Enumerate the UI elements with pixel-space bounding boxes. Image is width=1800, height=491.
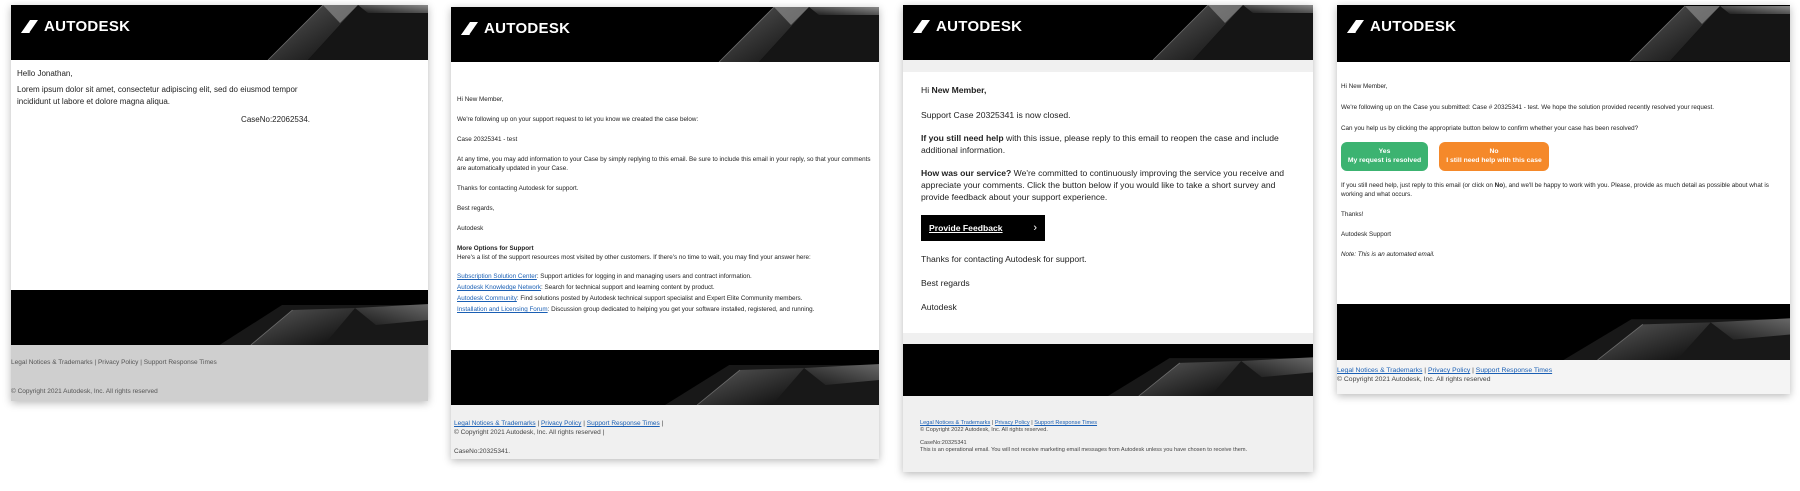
intro-text: We're following up on the Case you submitted: Case # 20325341 - test. We hope the solution provided recently resolved your request. [1341, 104, 1715, 111]
response-times-link[interactable]: Support Response Times [1475, 367, 1553, 374]
privacy-link[interactable]: Privacy Policy [1427, 367, 1471, 374]
list-item: Installation and Licensing Forum: Discussion group dedicated to helping you get your software installed, registered, and running. [457, 306, 815, 313]
signature: Autodesk Support [1341, 231, 1392, 238]
case-line: Case 20325341 - test [457, 136, 518, 143]
footer [11, 345, 428, 401]
community-link[interactable]: Autodesk Community [457, 295, 517, 302]
copyright: © Copyright 2021 Autodesk, Inc. All rights reserved | [454, 429, 605, 436]
footer-banner-art [11, 290, 428, 345]
header-banner [11, 5, 428, 60]
regards-text: Best regards, [457, 205, 495, 212]
list-item: Autodesk Knowledge Network: Search for technical support and learning content by product. [457, 284, 715, 291]
footer [451, 405, 879, 459]
privacy-link[interactable]: Privacy Policy [97, 359, 139, 366]
footer-banner-art [451, 350, 879, 405]
header-banner [451, 7, 879, 62]
header-banner [903, 5, 1313, 60]
response-times-link[interactable]: Support Response Times [143, 359, 217, 366]
copyright: © Copyright 2021 Autodesk, Inc. All rights reserved [11, 388, 158, 395]
body-text: Lorem ipsum dolor sit amet, consectetur adipiscing elit, sed do eiusmod tempor incididunt ut labore et dolore magna aliqua. [17, 85, 298, 106]
autodesk-logo: AUTODESK [461, 20, 570, 37]
autodesk-logo-icon [461, 22, 478, 35]
footer-banner [451, 350, 879, 405]
list-item: Subscription Solution Center: Support articles for logging in and managing users and contract information. [457, 273, 752, 280]
regards-text: Best regards [921, 278, 970, 288]
thanks-text: Thanks for contacting Autodesk for support. [457, 185, 579, 192]
yes-sublabel: My request is resolved [1347, 157, 1422, 164]
resource-list [457, 272, 873, 314]
response-times-link[interactable]: Support Response Times [586, 420, 660, 427]
footer-links: Legal Notices & Trademarks | Privacy Policy | Support Response Times [11, 359, 217, 366]
chevron-right-icon: › [1033, 222, 1037, 234]
legal-link[interactable]: Legal Notices & Trademarks [454, 420, 536, 427]
autodesk-logo-icon [1347, 20, 1364, 33]
privacy-link[interactable]: Privacy Policy [540, 420, 582, 427]
thanks-text: Thanks for contacting Autodesk for support. [921, 254, 1087, 264]
more-options-intro: Here's a list of the support resources most visited by other customers. If there's no time to wait, you may find your answer here: [457, 254, 811, 261]
no-sublabel: I still need help with this case [1446, 157, 1542, 164]
footer-links: Legal Notices & Trademarks | Privacy Policy | Support Response Times | [454, 420, 664, 427]
yes-label: Yes [1378, 148, 1391, 155]
copyright: © Copyright 2021 Autodesk, Inc. All rights reserved [1337, 376, 1491, 383]
thanks-text: Thanks! [1341, 211, 1364, 218]
autodesk-logo-icon [21, 20, 38, 33]
case-number: CaseNo:20325341 [920, 440, 967, 446]
email-card-1 [11, 5, 428, 401]
case-number: CaseNo:22062534. [241, 115, 310, 124]
footer-links: Legal Notices & Trademarks | Privacy Policy | Support Response Times [920, 420, 1098, 426]
no-label: No [1489, 148, 1499, 155]
no-need-help-button[interactable] [1439, 142, 1549, 171]
ask-text: Can you help us by clicking the appropriate button below to confirm whether your case has been resolved? [1341, 125, 1639, 132]
knowledge-network-link[interactable]: Autodesk Knowledge Network [457, 284, 542, 291]
footer-links: Legal Notices & Trademarks | Privacy Policy | Support Response Times [1337, 367, 1553, 374]
list-item: Autodesk Community: Find solutions posted by Autodesk technical support specialist and Expert Elite Community members. [457, 295, 803, 302]
licensing-forum-link[interactable]: Installation and Licensing Forum [457, 306, 548, 313]
automated-note: Note: This is an automated email. [1341, 251, 1435, 258]
provide-feedback-button[interactable] [921, 215, 1045, 241]
greeting: Hi New Member, [457, 96, 504, 103]
greeting: Hi New Member, [1341, 83, 1388, 90]
privacy-link[interactable]: Privacy Policy [994, 420, 1030, 426]
autodesk-logo: AUTODESK [1347, 18, 1456, 35]
greeting: Hello Jonathan, [17, 69, 73, 78]
header-banner [1337, 5, 1790, 62]
footer-banner [11, 290, 428, 345]
signature: Autodesk [921, 302, 957, 312]
resolution-buttons [1341, 142, 1786, 171]
legal-link[interactable]: Legal Notices & Trademarks [920, 420, 991, 426]
autodesk-logo: AUTODESK [21, 18, 130, 35]
operational-note: This is an operational email. You will not receive marketing email messages from Autodesk unless you have chosen to receive them. [920, 447, 1248, 453]
subscription-center-link[interactable]: Subscription Solution Center [457, 273, 537, 280]
banner-art [1113, 5, 1313, 60]
footer [903, 396, 1313, 454]
yes-resolved-button[interactable] [1341, 142, 1428, 171]
footer [1337, 360, 1790, 394]
email-card-3 [903, 5, 1313, 472]
signature: Autodesk [457, 225, 484, 232]
copyright: © Copyright 2022 Autodesk, Inc. All rights reserved. [920, 427, 1048, 433]
help-text: If you still need help with this issue, please reply to this email to reopen the case and include additional information. [921, 133, 1279, 155]
banner-art [679, 7, 879, 62]
footer-banner-art [903, 344, 1313, 396]
footer-banner [1337, 304, 1790, 360]
greeting: Hi New Member, [921, 85, 987, 95]
legal-link[interactable]: Legal Notices & Trademarks [11, 359, 93, 366]
content-panel [903, 72, 1313, 333]
info-text: At any time, you may add information to your Case by simply replying to this email. Be sure to include this email in your reply, so that your comments are automatically updated in your Case. [457, 156, 871, 172]
autodesk-logo-icon [913, 20, 930, 33]
response-times-link[interactable]: Support Response Times [1034, 420, 1098, 426]
intro-text: We're following up on your support request to let you know we created the case below: [457, 116, 699, 123]
help-text: If you still need help, just reply to this email (or click on No), and we'll be happy to work with you. Please, provide as much detail as possible about what is working and what occurs. [1341, 182, 1769, 198]
banner-art [1590, 5, 1790, 62]
email-card-2 [451, 7, 879, 459]
footer-banner-art [1337, 304, 1790, 360]
autodesk-logo: AUTODESK [913, 18, 1022, 35]
legal-link[interactable]: Legal Notices & Trademarks [1337, 367, 1423, 374]
service-text: How was our service? We're committed to continuously improving the service you receive and appreciate your comments. Click the button below if you would like to take a short survey and provide feedback about your support experience. [921, 168, 1285, 202]
email-card-4 [1337, 5, 1790, 394]
closed-text: Support Case 20325341 is now closed. [921, 110, 1071, 120]
footer-banner [903, 344, 1313, 396]
provide-feedback-label: Provide Feedback [929, 223, 1003, 233]
more-options-title: More Options for Support [457, 245, 534, 252]
banner-art [228, 5, 428, 60]
case-number: CaseNo:20325341. [454, 448, 511, 455]
